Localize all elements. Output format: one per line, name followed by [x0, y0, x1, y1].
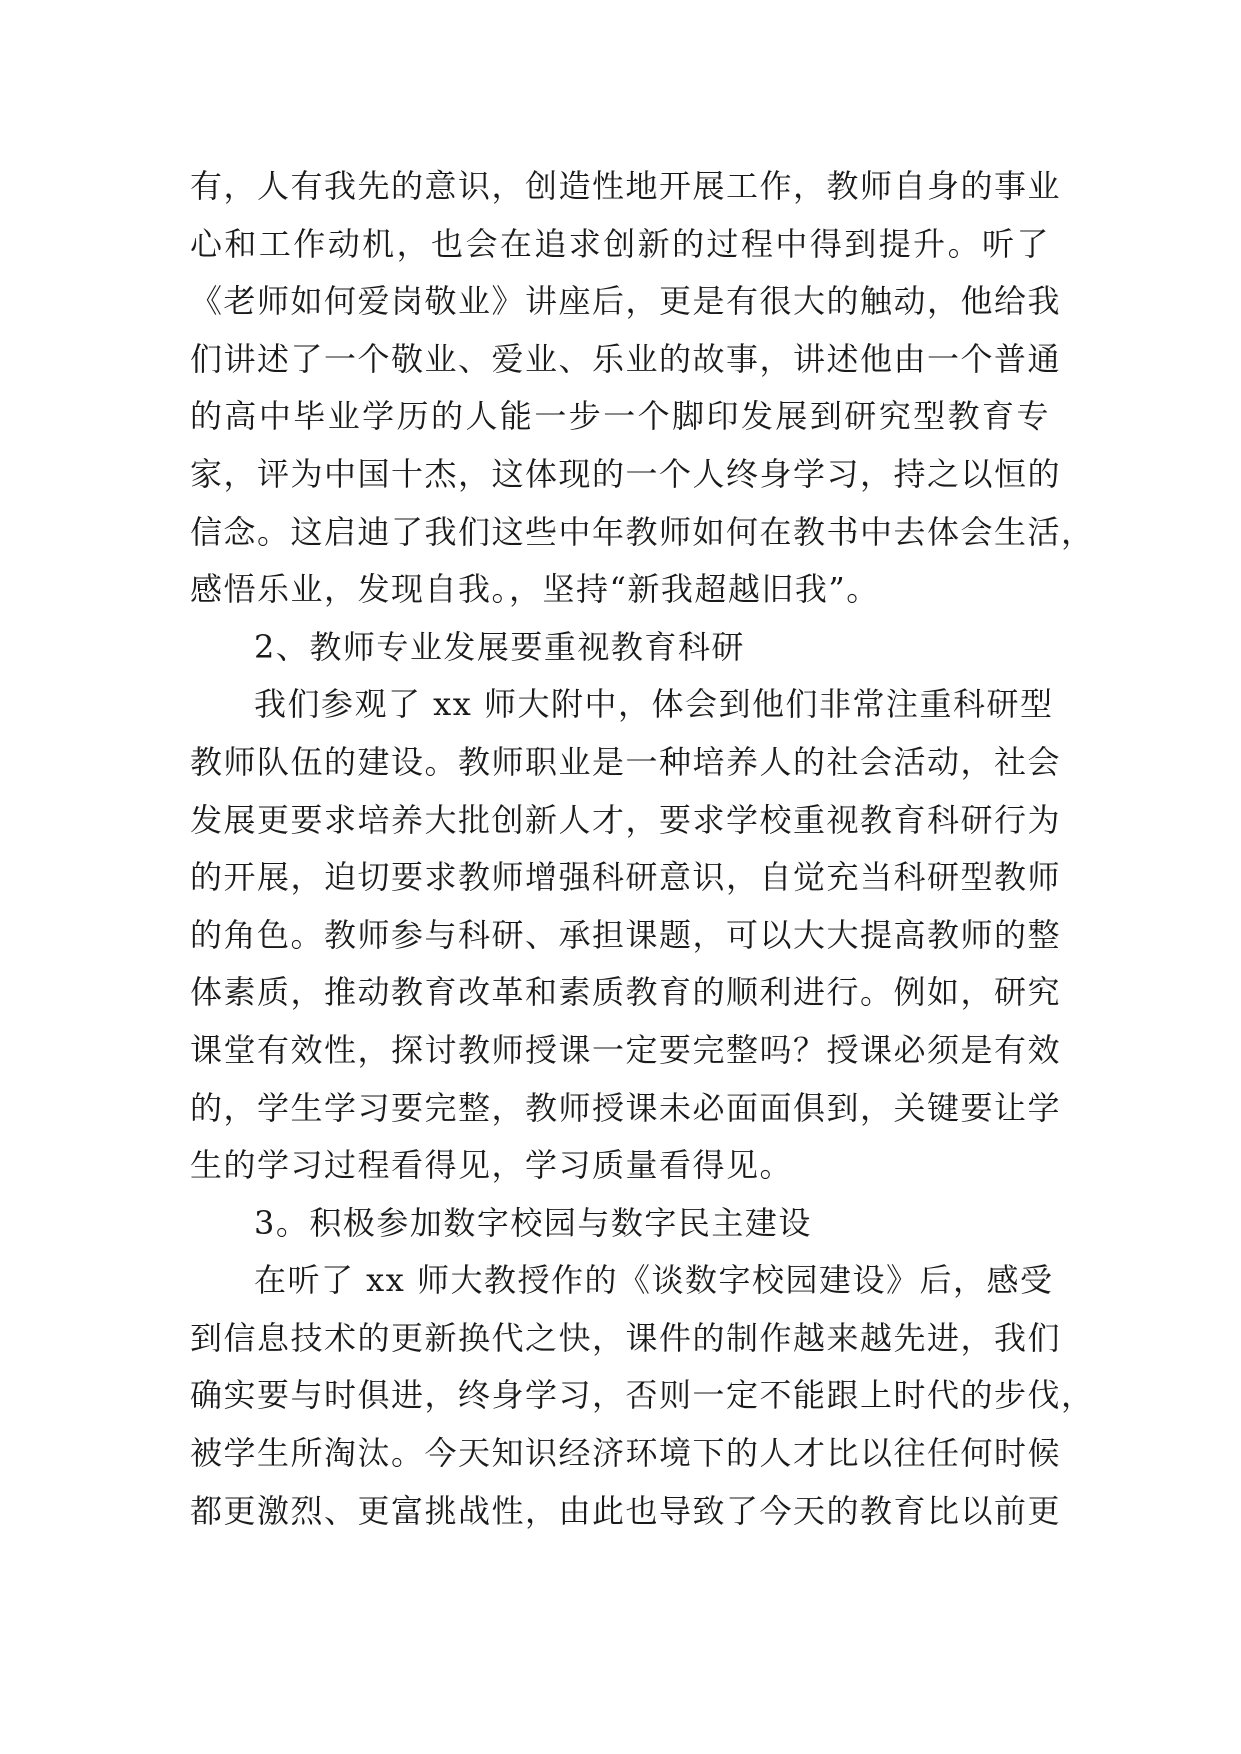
- text-line: 都更激烈、更富挑战性，由此也导致了今天的教育比以前更: [190, 1491, 1062, 1530]
- text-line: 确实要与时俱进，终身学习，否则一定不能跟上时代的步伐，: [190, 1376, 1095, 1415]
- text-line: 的，学生学习要完整，教师授课未必面面俱到，关键要让学: [190, 1088, 1062, 1127]
- text-line: 的角色。教师参与科研、承担课题，可以大大提高教师的整: [190, 915, 1062, 954]
- text-line: 被学生所淘汰。今天知识经济环境下的人才比以往任何时候: [190, 1434, 1062, 1473]
- text-line: 感悟乐业，发现自我。，坚持“新我超越旧我”。: [190, 570, 880, 609]
- text-line: 心和工作动机，也会在追求创新的过程中得到提升。听了: [190, 224, 1050, 263]
- text-line: 信念。这启迪了我们这些中年教师如何在教书中去体会生活，: [190, 512, 1095, 551]
- text-line: 们讲述了一个敬业、爱业、乐业的故事，讲述他由一个普通: [190, 339, 1062, 378]
- text-line: 教师队伍的建设。教师职业是一种培养人的社会活动，社会: [190, 742, 1062, 781]
- section-heading-2: [190, 619, 1050, 677]
- text-line: 的开展，迫切要求教师增强科研意识，自觉充当科研型教师: [190, 858, 1062, 897]
- text-line: 的高中毕业学历的人能一步一个脚印发展到研究型教育专: [190, 397, 1050, 436]
- text-line: 《老师如何爱岗敬业》讲座后，更是有很大的触动，他给我: [190, 282, 1062, 321]
- text-line: 我们参观了 xx 师大附中，体会到他们非常注重科研型: [254, 685, 1054, 724]
- paragraph-research: [190, 676, 1062, 1194]
- section-heading-3: [190, 1195, 1050, 1253]
- document-body: [190, 158, 1095, 1540]
- text-line: 到信息技术的更新换代之快，课件的制作越来越先进，我们: [190, 1318, 1062, 1357]
- text-line: 体素质，推动教育改革和素质教育的顺利进行。例如，研究: [190, 973, 1062, 1012]
- section-heading-text: 2、教师专业发展要重视教育科研: [254, 627, 745, 666]
- text-line: 家，评为中国十杰，这体现的一个人终身学习，持之以恒的: [190, 454, 1062, 493]
- paragraph-continuation: [190, 158, 1095, 619]
- text-line: 发展更要求培养大批创新人才，要求学校重视教育科研行为: [190, 800, 1062, 839]
- text-line: 在听了 xx 师大教授作的《谈数字校园建设》后，感受: [254, 1261, 1054, 1300]
- paragraph-digital-campus: [190, 1252, 1095, 1540]
- text-line: 有，人有我先的意识，创造性地开展工作，教师自身的事业: [190, 167, 1062, 205]
- section-heading-text: 3。积极参加数字校园与数字民主建设: [254, 1203, 812, 1242]
- text-line: 生的学习过程看得见，学习质量看得见。: [190, 1146, 794, 1185]
- text-line: 课堂有效性，探讨教师授课一定要完整吗？授课必须是有效: [190, 1030, 1062, 1069]
